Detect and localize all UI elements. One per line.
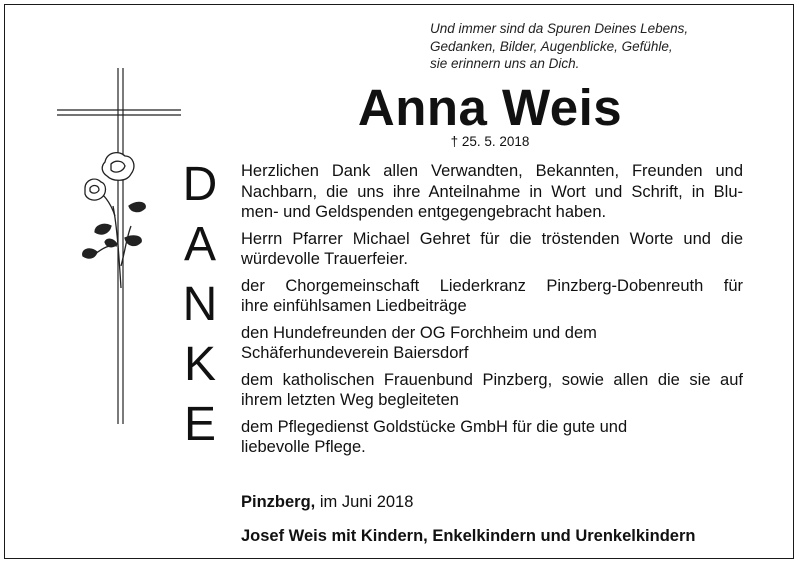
signature-place: Pinzberg, [241, 493, 316, 511]
danke-letters [170, 155, 230, 455]
paragraph-line: der Chorgemeinschaft Liederkranz Pinzberg-Dobenreuth für [241, 276, 743, 295]
quote-line: Gedanken, Bilder, Augenblicke, Gefühle, [430, 38, 673, 54]
thanks-paragraph [241, 370, 743, 411]
paragraph-line: Herzlichen Dank allen Verwandten, Bekannten, Freunden und [241, 162, 743, 180]
thanks-paragraph [241, 323, 743, 364]
paragraph-line: ihre einfühlsamen Liedbeiträge [241, 297, 467, 315]
paragraph-line: Schäferhundeverein Baiersdorf [241, 344, 469, 362]
signature-place-date [241, 493, 413, 512]
deceased-name: Anna Weis [357, 79, 623, 136]
thanks-paragraph [241, 161, 743, 223]
quote-line: Und immer sind da Spuren Deines Lebens, [430, 21, 689, 36]
paragraph-line: den Hundefreunden der OG Forchheim und dem [241, 323, 597, 342]
thanks-paragraph [241, 417, 743, 458]
paragraph-line: men- und Geldspenden entgegengebracht haben. [241, 203, 607, 221]
paragraph-line: Nachbarn, die uns ihre Anteilnahme in Wort und Schrift, in Blu- [241, 182, 743, 201]
cross-with-rose-icon [55, 66, 185, 426]
paragraph-line: ihrem letzten Weg begleiteten [241, 391, 459, 409]
paragraph-line: Herrn Pfarrer Michael Gehret für die tröstenden Worte und die [241, 229, 743, 248]
danke-letter: K [183, 338, 216, 391]
paragraph-line: liebevolle Pflege. [241, 438, 366, 456]
memorial-quote [430, 20, 770, 73]
paragraph-line: dem katholischen Frauenbund Pinzberg, sowie allen die sie auf [241, 370, 743, 389]
signature-date: im Juni 2018 [319, 493, 414, 511]
thanks-body [241, 161, 743, 464]
danke-letter: A [183, 218, 216, 271]
signature-family: Josef Weis mit Kindern, Enkelkindern und Urenkelkindern [241, 527, 696, 545]
quote-line: sie erinnern uns an Dich. [430, 56, 580, 71]
paragraph-line: dem Pflegedienst Goldstücke GmbH für die gute und [241, 417, 628, 436]
thanks-paragraph [241, 229, 743, 270]
danke-letter: E [183, 398, 216, 451]
danke-letter: N [182, 278, 218, 331]
death-date: † 25. 5. 2018 [450, 134, 530, 149]
danke-letter: D [182, 158, 218, 211]
thanks-paragraph [241, 276, 743, 317]
paragraph-line: würdevolle Trauerfeier. [241, 250, 408, 268]
